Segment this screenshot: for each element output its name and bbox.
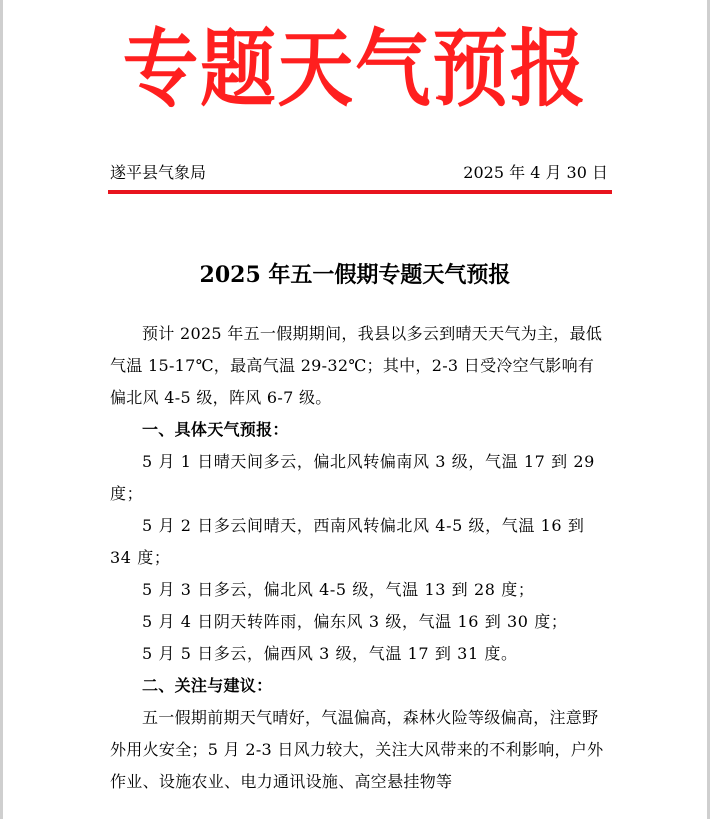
document-body — [110, 318, 610, 798]
forecast-item-may-4: 5 月 4 日阴天转阵雨，偏东风 3 级，气温 16 到 30 度； — [142, 612, 568, 631]
red-divider-line — [108, 190, 612, 194]
masthead-title: 专题天气预报 — [122, 20, 588, 118]
issuer-name: 遂平县气象局 — [110, 163, 207, 182]
section-heading-forecast: 一、具体天气预报： — [142, 420, 289, 439]
document-title: 2025 年五一假期专题天气预报 — [199, 262, 511, 288]
issue-date: 2025 年 4 月 30 日 — [463, 163, 608, 182]
forecast-item-may-2: 5 月 2 日多云间晴天，西南风转偏北风 4-5 级，气温 16 到 34 度； — [110, 516, 585, 567]
issuer-row — [110, 160, 608, 186]
forecast-item-may-1: 5 月 1 日晴天间多云，偏北风转偏南风 3 级，气温 17 到 29 度； — [110, 452, 595, 503]
advice-paragraph: 五一假期前期天气晴好，气温偏高，森林火险等级偏高，注意野外用火安全；5 月 2-3 日风力较大，关注大风带来的不利影响，户外作业、设施农业、电力通讯设施、高空悬挂物等 — [110, 708, 604, 791]
forecast-item-may-3: 5 月 3 日多云，偏北风 4-5 级，气温 13 到 28 度； — [142, 580, 535, 599]
forecast-item-may-5: 5 月 5 日多云，偏西风 3 级，气温 17 到 31 度。 — [142, 644, 518, 663]
section-heading-advice: 二、关注与建议： — [142, 676, 273, 695]
page-border-left — [0, 0, 3, 819]
intro-paragraph: 预计 2025 年五一假期期间，我县以多云到晴天天气为主，最低气温 15-17℃，最高气温 29-32℃；其中，2-3 日受冷空气影响有偏北风 4-5 级，阵风 6-7 级。 — [110, 324, 603, 407]
